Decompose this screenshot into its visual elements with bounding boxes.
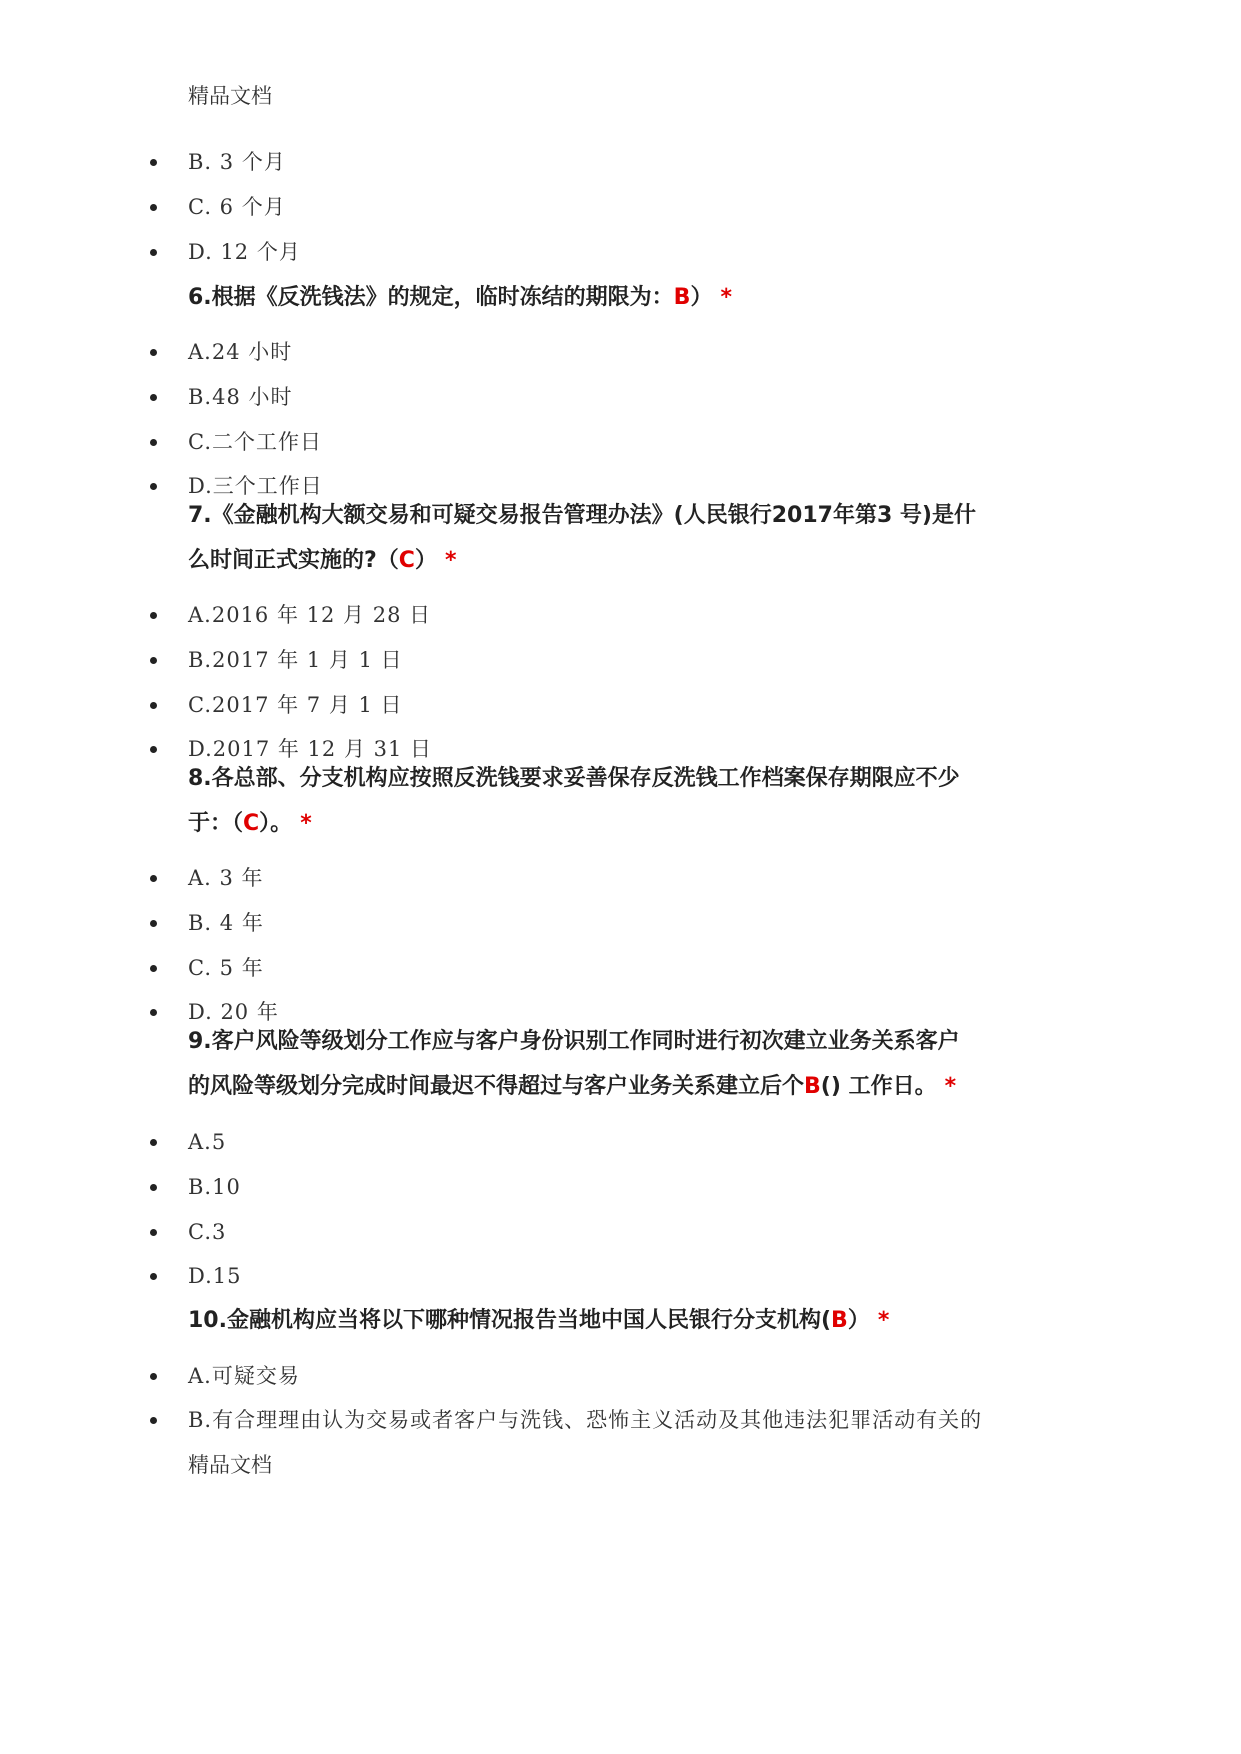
bullet-icon [150,1373,157,1380]
answer-letter: B [804,1074,821,1099]
option-text: A. 3 年 [188,866,264,890]
bullet-icon [150,349,157,356]
answer-suffix: ） [414,548,437,573]
bullet-icon [150,204,157,211]
answer-letter: C [398,548,415,573]
question-title-cont [188,809,312,839]
question-text: 6.根据《反洗钱法》的规定，临时冻结的期限为： [188,285,674,310]
option-text: D.2017 年 12 月 31 日 [188,737,433,761]
option-text: B.有合理理由认为交易或者客户与洗钱、恐怖主义活动及其他违法犯罪活动有关的 [188,1408,983,1432]
option-text: B. 4 年 [188,911,264,935]
star-mark: * [300,811,312,836]
question-title [188,1306,889,1336]
option-text: C. 5 年 [188,956,264,980]
bullet-icon [150,657,157,664]
answer-suffix: () 工作日。 [820,1074,937,1099]
bullet-icon [150,249,157,256]
option-text: A.可疑交易 [188,1364,300,1388]
option-text: A.5 [188,1130,227,1154]
option-text: D.15 [188,1264,242,1288]
bullet-icon [150,746,157,753]
bullet-icon [150,159,157,166]
option-text: A.2016 年 12 月 28 日 [188,603,432,627]
option-text: B.10 [188,1175,241,1199]
bullet-icon [150,875,157,882]
answer-suffix: ） [690,285,713,310]
answer-letter: C [243,811,260,836]
question-text: 10.金融机构应当将以下哪种情况报告当地中国人民银行分支机构( [188,1308,832,1333]
bullet-icon [150,965,157,972]
option-text: B. 3 个月 [188,150,286,174]
star-mark: * [877,1308,890,1333]
answer-letter: B [831,1308,848,1333]
bullet-icon [150,1009,157,1016]
star-mark: * [444,548,457,573]
question-title [188,1027,960,1057]
star-mark: * [944,1074,957,1099]
question-text: 7.《金融机构大额交易和可疑交易报告管理办法》(人民银行2017年第3 号)是什 [188,503,976,528]
bullet-icon [150,702,157,709]
bullet-icon [150,1139,157,1146]
option-text: D.三个工作日 [188,474,323,498]
option-text: B.2017 年 1 月 1 日 [188,648,403,672]
bullet-icon [150,1273,157,1280]
answer-suffix: ）。 [259,811,293,836]
question-text: 9.客户风险等级划分工作应与客户身份识别工作同时进行初次建立业务关系客户 [188,1029,960,1054]
option-text: A.24 小时 [188,340,293,364]
bullet-icon [150,394,157,401]
bullet-icon [150,1184,157,1191]
question-title [188,764,960,794]
bullet-icon [150,1229,157,1236]
question-text: 于：（ [188,811,244,836]
option-text: D. 12 个月 [188,240,301,264]
question-text: 么时间正式实施的? [188,548,377,573]
answer-letter: B [673,285,691,310]
question-title [188,501,976,531]
answer-suffix: ） [847,1308,870,1333]
page-header: 精品文档 [188,84,272,108]
question-text: 8.各总部、分支机构应按照反洗钱要求妥善保存反洗钱工作档案保存期限应不少 [188,766,960,791]
bullet-icon [150,1417,157,1424]
bullet-icon [150,439,157,446]
question-text: 的风险等级划分完成时间最迟不得超过与客户业务关系建立后个 [188,1074,805,1099]
bullet-icon [150,483,157,490]
page-footer: 精品文档 [188,1453,272,1477]
question-title-cont [188,1072,956,1102]
option-text: C.3 [188,1220,227,1244]
question-title-cont [188,546,456,576]
bullet-icon [150,612,157,619]
star-mark: * [720,285,732,310]
bullet-icon [150,920,157,927]
option-text: B.48 小时 [188,385,293,409]
question-title [188,283,732,313]
option-text: C.二个工作日 [188,430,322,454]
option-text: C.2017 年 7 月 1 日 [188,693,403,717]
option-text: D. 20 年 [188,1000,279,1024]
option-text: C. 6 个月 [188,195,286,219]
answer-prefix: （ [376,548,399,573]
